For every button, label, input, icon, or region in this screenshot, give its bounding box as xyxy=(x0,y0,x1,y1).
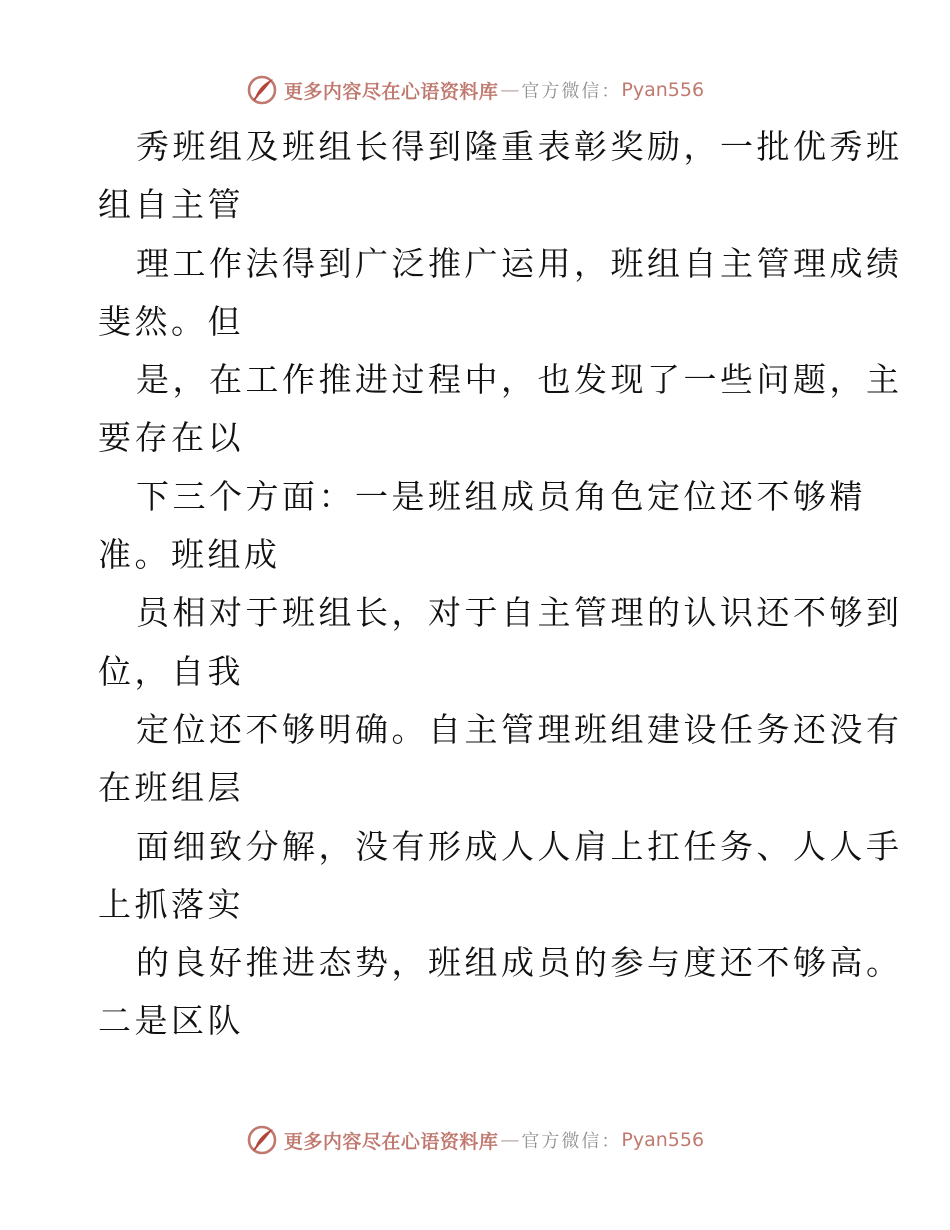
banner-separator: — xyxy=(500,79,520,101)
paragraph-line: 定位还不够明确。自主管理班组建设任务还没有 xyxy=(136,709,903,749)
paragraph-line: 秀班组及班组长得到隆重表彰奖励，一批优秀班 xyxy=(136,127,903,166)
paragraph-8 xyxy=(98,934,903,1051)
paragraph-4 xyxy=(98,468,866,585)
footer-banner xyxy=(0,1120,950,1160)
paragraph-line: 上抓落实 xyxy=(98,884,244,924)
banner-separator: — xyxy=(500,1129,520,1151)
paragraph-line: 面细致分解，没有形成人人肩上扛任务、人人手 xyxy=(136,826,903,866)
paragraph-line: 下三个方面：一是班组成员角色定位还不够精 xyxy=(136,476,866,516)
paragraph-5 xyxy=(98,584,903,701)
wechat-label: 官方微信： xyxy=(521,1131,622,1152)
paragraph-line: 在班组层 xyxy=(98,768,244,808)
site-name: 更多内容尽在心语资料库 xyxy=(283,80,499,103)
paragraph-line: 是，在工作推进过程中，也发现了一些问题，主 xyxy=(136,360,903,400)
paragraph-line: 员相对于班组长，对于自主管理的认识还不够到 xyxy=(136,593,903,633)
site-name: 更多内容尽在心语资料库 xyxy=(283,1130,499,1153)
paragraph-3 xyxy=(98,351,903,468)
paragraph-line: 组自主管 xyxy=(98,185,244,225)
paragraph-6 xyxy=(98,701,903,818)
wechat-label: 官方微信： xyxy=(521,81,622,102)
paragraph-line: 理工作法得到广泛推广运用，班组自主管理成绩 xyxy=(136,243,903,283)
paragraph-line: 位，自我 xyxy=(98,651,244,691)
document-body xyxy=(98,118,903,1051)
paragraph-7 xyxy=(98,818,903,935)
paragraph-line: 的良好推进态势，班组成员的参与度还不够高。 xyxy=(136,943,903,983)
paragraph-2 xyxy=(98,235,903,352)
paragraph-line: 准。班组成 xyxy=(98,535,281,575)
paragraph-line: 二是区队 xyxy=(98,1001,244,1041)
paragraph-line: 斐然。但 xyxy=(98,301,244,341)
header-banner xyxy=(0,70,950,110)
paragraph-line: 要存在以 xyxy=(98,418,244,458)
paragraph-1 xyxy=(98,118,903,235)
quill-pen-logo-icon xyxy=(246,1124,278,1156)
quill-pen-logo-icon xyxy=(246,74,278,106)
wechat-id: Pyan556 xyxy=(621,1129,705,1151)
wechat-id: Pyan556 xyxy=(621,79,705,101)
